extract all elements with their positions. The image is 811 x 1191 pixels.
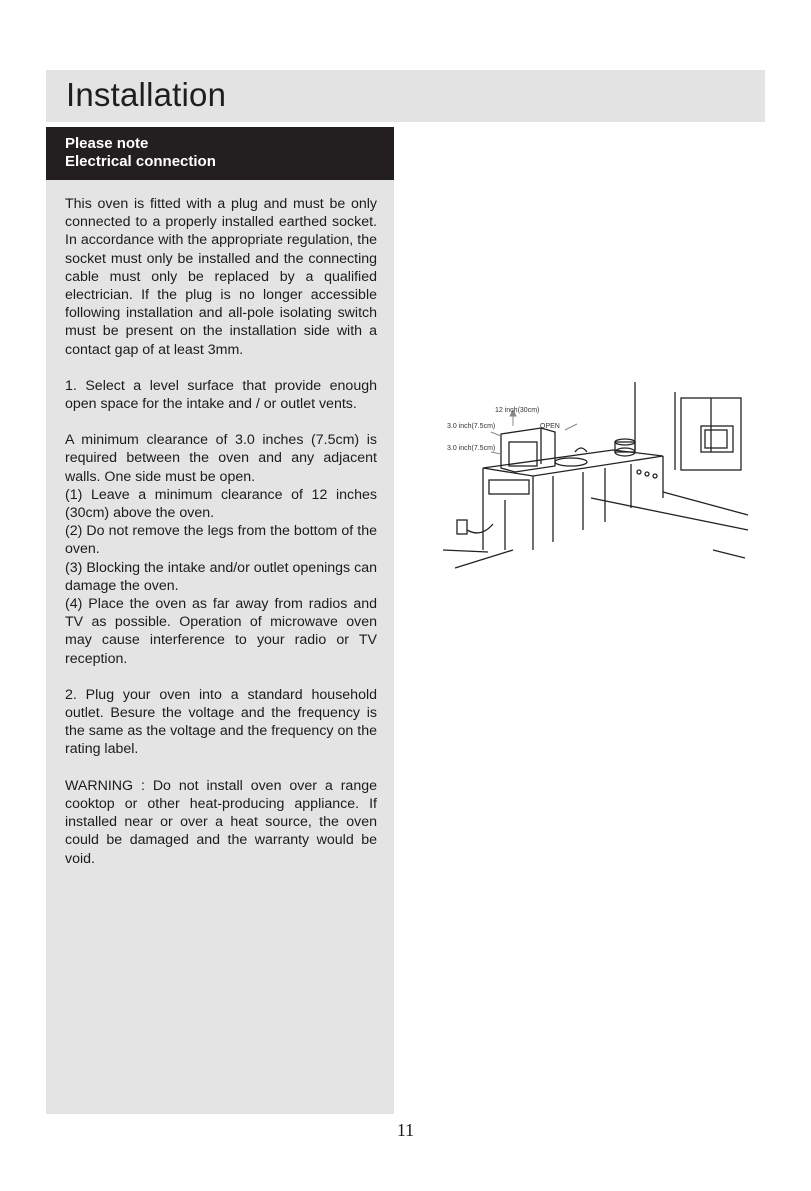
step-2-paragraph: 2. Plug your oven into a standard household outlet. Besure the voltage and the frequency is the same as the voltage and the frequency on the rating label.: [65, 686, 377, 758]
kitchen-diagram: [443, 380, 753, 575]
clearance-paragraph: A minimum clearance of 3.0 inches (7.5cm) is required between the oven and any adjacent walls. One side must be open.: [65, 432, 377, 485]
note-subtitle: Electrical connection: [65, 153, 216, 170]
instructions-text: [65, 195, 377, 868]
label-top-clearance: 12 inch(30cm): [495, 407, 540, 414]
list-item-4: (4) Place the oven as far away from radios and TV as possible. Operation of microwave oven may cause interference to your radio or TV reception.: [65, 596, 377, 667]
intro-paragraph: This oven is fitted with a plug and must be only connected to a properly installed earthed socket. In accordance with the appropriate regulation, the socket must only be installed and the connecting cable must only be replaced by a qualified electrician. If the plug is no longer accessible following installation and all-pole isolating switch must be present on the installation side with a contact gap of at least 3mm.: [65, 196, 377, 358]
note-title: Please note: [65, 135, 149, 152]
step-1-paragraph: 1. Select a level surface that provide enough open space for the intake and / or outlet vents.: [65, 377, 377, 413]
note-box: [46, 127, 394, 180]
label-side-clearance-1: 3.0 inch(7.5cm): [447, 423, 496, 430]
page-number: 11: [396, 1120, 415, 1140]
list-item-2: (2) Do not remove the legs from the bottom of the oven.: [65, 523, 377, 558]
label-open: OPEN: [540, 423, 560, 430]
warning-paragraph: WARNING : Do not install oven over a range cooktop or other heat-producing appliance. If installed near or over a heat source, the oven could be damaged and the warranty would be void.: [65, 777, 377, 867]
list-item-3: (3) Blocking the intake and/or outlet openings can damage the oven.: [65, 559, 377, 594]
page-title: Installation: [66, 76, 227, 113]
list-item-1: (1) Leave a minimum clearance of 12 inches (30cm) above the oven.: [65, 486, 377, 522]
label-side-clearance-2: 3.0 inch(7.5cm): [447, 445, 496, 452]
header-band: [46, 70, 765, 122]
text-column: [46, 127, 394, 1114]
installation-illustration: [443, 380, 753, 575]
